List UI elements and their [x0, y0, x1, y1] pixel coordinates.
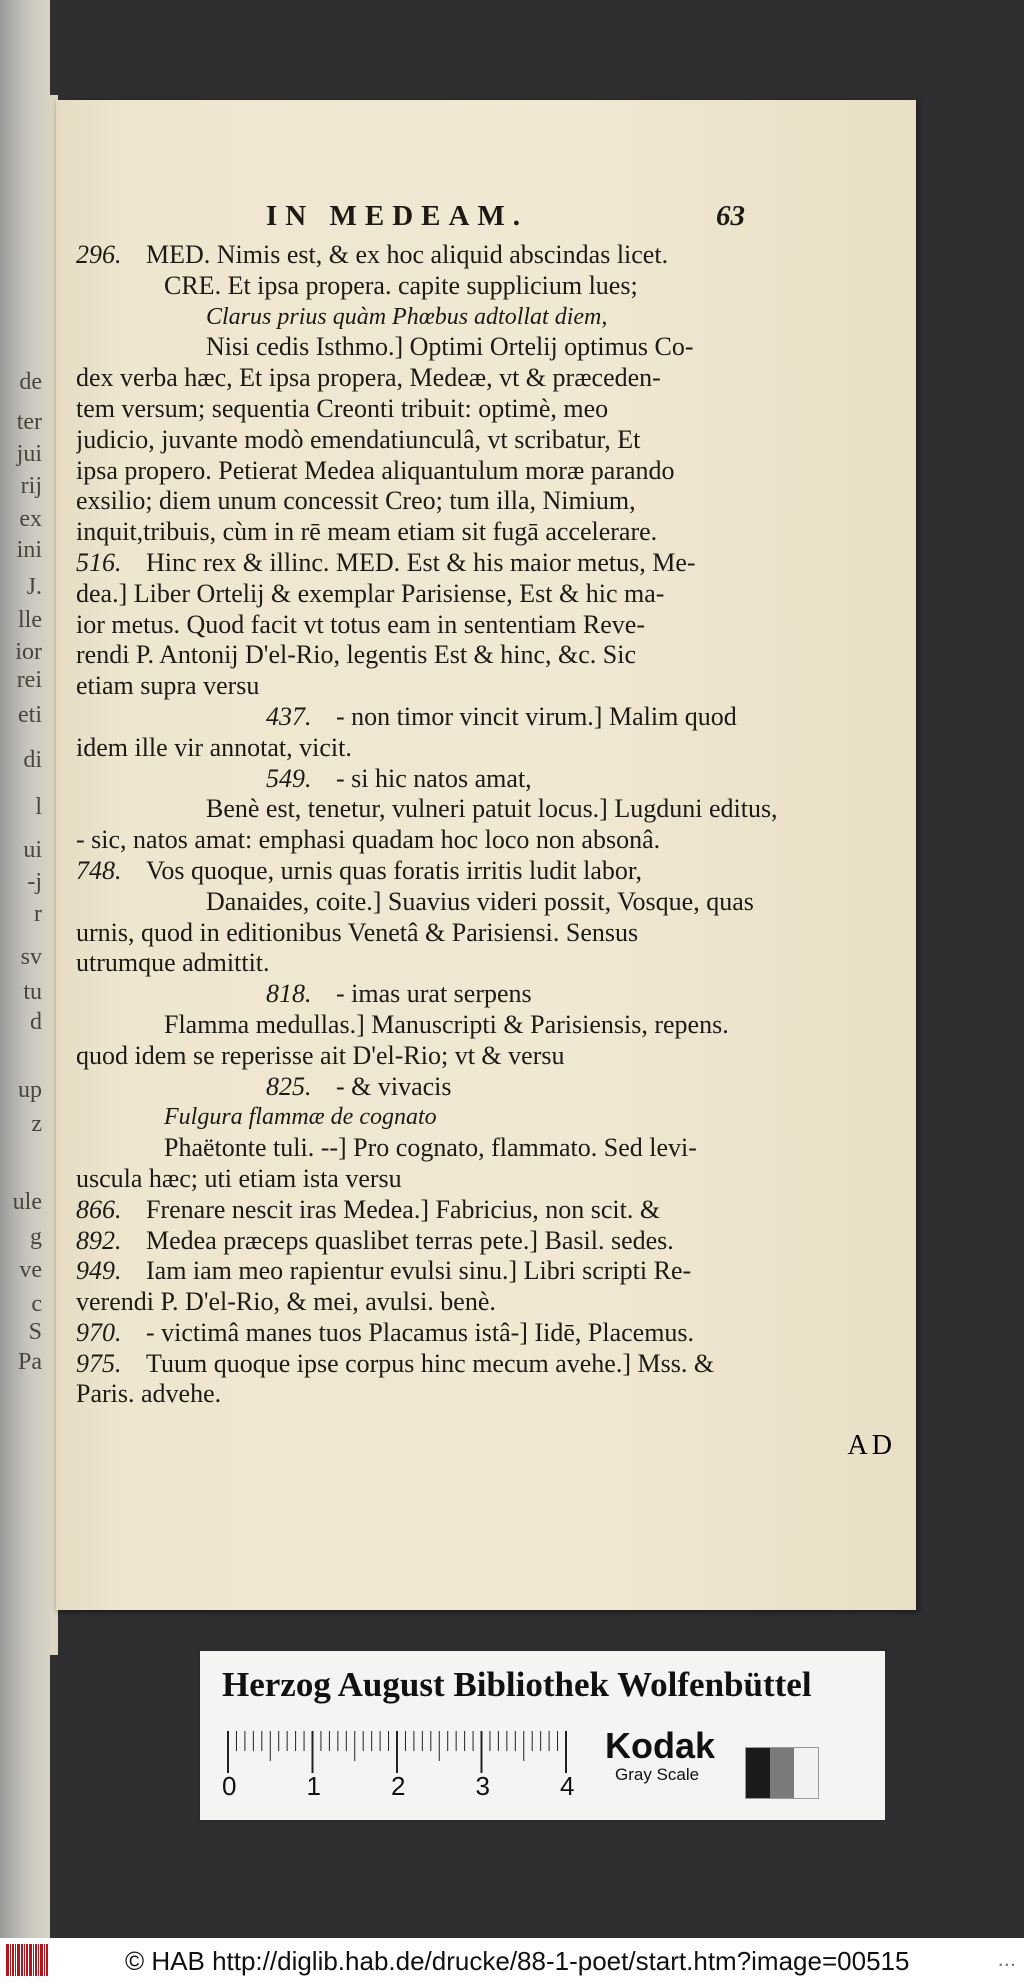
line-text: Iam iam meo rapientur evulsi sinu.] Libri scripti Re- — [146, 1256, 692, 1286]
text-line — [76, 579, 796, 610]
text-line — [76, 702, 796, 733]
line-text: Hinc rex & illinc. MED. Est & his maior metus, Me- — [146, 547, 696, 577]
barcode-bar — [15, 1944, 16, 1976]
kodak-logo: Kodak — [605, 1725, 716, 1766]
previous-page-fragment: up — [18, 1077, 42, 1103]
ruler — [222, 1729, 575, 1801]
text-line — [76, 671, 796, 702]
text-line — [76, 271, 796, 302]
gray-patch — [746, 1748, 770, 1798]
line-text: - & vivacis — [336, 1071, 452, 1101]
running-header — [76, 200, 796, 240]
line-text: verendi P. D'el-Rio, & mei, avulsi. benè. — [76, 1287, 496, 1317]
color-calibration-card — [200, 1651, 885, 1820]
verse-number: 296. — [76, 240, 122, 269]
line-text: exsilio; diem unum concessit Creo; tum illa, Nimium, — [76, 486, 636, 516]
text-line — [76, 825, 796, 856]
barcode-bar — [21, 1944, 23, 1976]
verse-number: 892. — [76, 1225, 122, 1255]
verse-number: 949. — [76, 1256, 122, 1286]
previous-page-fragment: lle — [18, 607, 42, 633]
line-text: - non timor vincit virum.] Malim quod — [336, 701, 737, 731]
line-text: uscula hæc; uti etiam ista versu — [76, 1163, 402, 1193]
verse-number: 549. — [266, 763, 312, 793]
text-line — [76, 610, 796, 641]
text-line — [76, 1226, 796, 1257]
verse-number: 818. — [266, 979, 312, 1009]
line-text: ipsa propero. Petierat Medea aliquantulum moræ parando — [76, 455, 675, 485]
ruler-label: 1 — [306, 1771, 321, 1801]
previous-page-fragment: jui — [16, 441, 42, 467]
line-text: MED. Nimis est, & ex hoc aliquid abscindas licet. — [146, 240, 669, 269]
previous-page-fragment: ter — [16, 409, 42, 435]
line-text: tem versum; sequentia Creonti tribuit: optimè, meo — [76, 393, 609, 423]
previous-page-fragment: r — [34, 901, 42, 927]
line-text: utrumque admittit. — [76, 948, 270, 978]
text-line — [76, 887, 796, 918]
running-title: IN MEDEAM. — [266, 200, 529, 232]
barcode-bar — [35, 1944, 37, 1976]
text-line — [76, 425, 796, 456]
text-line — [76, 948, 796, 979]
text-line — [76, 1195, 796, 1226]
previous-page-fragment: de — [19, 369, 42, 395]
line-text: ior metus. Quod facit vt totus eam in sententiam Reve- — [76, 609, 645, 639]
line-text: Medea præceps quaslibet terras pete.] Basil. sedes. — [146, 1225, 674, 1255]
gray-patch — [794, 1748, 818, 1798]
text-line — [76, 856, 796, 887]
barcode-bar — [44, 1944, 45, 1976]
barcode-bar — [24, 1944, 25, 1976]
text-line — [76, 1072, 796, 1103]
verse-number: 970. — [76, 1317, 122, 1347]
line-text: Tuum quoque ipse corpus hinc mecum avehe.] Mss. & — [146, 1348, 715, 1378]
text-line — [76, 918, 796, 949]
text-line — [76, 1349, 796, 1380]
line-text: Benè est, tenetur, vulneri patuit locus.] Lugduni editus, — [206, 794, 778, 824]
text-line — [76, 240, 796, 271]
barcode-bar — [17, 1944, 20, 1976]
verse-number: 975. — [76, 1348, 122, 1378]
previous-page-fragment: di — [23, 747, 42, 773]
previous-page-fragment: ule — [12, 1189, 42, 1215]
barcode-bar — [38, 1944, 39, 1976]
previous-page-fragment: c — [31, 1291, 42, 1317]
book-page — [56, 100, 916, 1610]
ruler-label: 4 — [560, 1771, 575, 1801]
verse-number: 825. — [266, 1071, 312, 1101]
text-line — [76, 1010, 796, 1041]
verse-number: 866. — [76, 1194, 122, 1224]
line-text: inquit,tribuis, cùm in rē meam etiam sit fugā accelerare. — [76, 517, 658, 547]
line-text: quod idem se reperisse ait D'el-Rio; vt & versu — [76, 1040, 565, 1070]
previous-page-fragment: S — [28, 1319, 42, 1345]
line-text: - sic, natos amat: emphasi quadam hoc loco non absonâ. — [76, 825, 661, 855]
verse-number: 437. — [266, 701, 312, 731]
line-text: idem ille vir annotat, vicit. — [76, 732, 352, 762]
footer-bar — [0, 1938, 1024, 1983]
gray-patch — [770, 1748, 794, 1798]
catchword: AD — [847, 1430, 896, 1461]
line-text: - si hic natos amat, — [336, 763, 532, 793]
previous-page-fragment: J. — [26, 574, 42, 600]
text-line — [76, 1318, 796, 1349]
barcode-bar — [40, 1944, 43, 1976]
page-number: 63 — [716, 200, 745, 232]
hab-logo-icon — [6, 1944, 52, 1976]
text-line — [76, 363, 796, 394]
text-line — [76, 1379, 796, 1410]
gray-scale-label: Gray Scale — [615, 1765, 700, 1784]
line-text: dea.] Liber Ortelij & exemplar Parisiense, Est & hic ma- — [76, 578, 665, 608]
gray-patches — [745, 1747, 819, 1799]
text-lines — [76, 240, 796, 1410]
text-line — [76, 1287, 796, 1318]
line-text: Vos quoque, urnis quas foratis irritis ludit labor, — [146, 855, 643, 885]
previous-page-fragment: tu — [23, 979, 42, 1005]
more-icon[interactable]: ... — [997, 1946, 1016, 1971]
barcode-bar — [12, 1944, 14, 1976]
verse-number: 516. — [76, 547, 122, 577]
library-name: Herzog August Bibliothek Wolfenbüttel — [222, 1665, 812, 1704]
previous-page-fragment: z — [31, 1111, 42, 1137]
text-line — [76, 794, 796, 825]
ruler-label: 0 — [222, 1771, 237, 1801]
ruler-label: 2 — [391, 1771, 406, 1801]
text-line — [76, 979, 796, 1010]
barcode-bar — [33, 1944, 34, 1976]
previous-page-fragment: Pa — [18, 1349, 42, 1375]
previous-page-fragment: rij — [20, 473, 42, 499]
text-line — [76, 1133, 796, 1164]
text-line — [76, 1041, 796, 1072]
line-text: dex verba hæc, Et ipsa propera, Medeæ, vt & præceden- — [76, 363, 661, 393]
text-line — [76, 302, 796, 333]
ruler-label: 3 — [475, 1771, 490, 1801]
text-line — [76, 548, 796, 579]
barcode-bar — [26, 1944, 28, 1976]
previous-page-fragment: ini — [16, 537, 42, 563]
previous-page-fragment: g — [30, 1224, 42, 1250]
line-text: urnis, quod in editionibus Venetâ & Parisiensi. Sensus — [76, 917, 639, 947]
verse-number: 748. — [76, 855, 122, 885]
previous-page-fragment: eti — [18, 702, 42, 728]
line-text: Fulgura flammæ de cognato — [164, 1104, 437, 1131]
previous-page-fragment: d — [30, 1009, 42, 1035]
text-line — [76, 1164, 796, 1195]
previous-page-fragment: ui — [23, 837, 42, 863]
page-text-block — [76, 200, 796, 1410]
line-text: CRE. Et ipsa propera. capite supplicium lues; — [164, 270, 638, 300]
previous-page-fragment: rei — [16, 667, 42, 693]
line-text: Paris. advehe. — [76, 1379, 222, 1409]
text-line — [76, 517, 796, 548]
line-text: judicio, juvante modò emendatiunculâ, vt scribatur, Et — [76, 424, 641, 454]
line-text: Nisi cedis Isthmo.] Optimi Ortelij optimus Co- — [206, 332, 694, 362]
text-line — [76, 764, 796, 795]
text-line — [76, 1256, 796, 1287]
text-line — [76, 640, 796, 671]
line-text: Danaides, coite.] Suavius videri possit, Vosque, quas — [206, 886, 754, 916]
text-line — [76, 733, 796, 764]
barcode-bar — [6, 1944, 9, 1976]
text-line — [76, 1102, 796, 1133]
text-line — [76, 486, 796, 517]
previous-page-fragment: ve — [19, 1257, 42, 1283]
barcode-bar — [29, 1944, 32, 1976]
line-text: Phaëtonte tuli. --] Pro cognato, flammato. Sed levi- — [164, 1133, 697, 1163]
line-text: Clarus prius quàm Phœbus adtollat diem, — [206, 303, 608, 330]
line-text: Frenare nescit iras Medea.] Fabricius, non scit. & — [146, 1194, 661, 1224]
previous-page-fragment: sv — [20, 944, 42, 970]
footer-copyright-link[interactable]: © HAB http://diglib.hab.de/drucke/88-1-poet/start.htm?image=00515 — [125, 1946, 910, 1976]
previous-page-fragment: l — [35, 794, 42, 820]
text-line — [76, 456, 796, 487]
barcode-bar — [10, 1944, 11, 1976]
line-text: Flamma medullas.] Manuscripti & Parisiensis, repens. — [164, 1009, 729, 1039]
text-line — [76, 332, 796, 363]
line-text: - victimâ manes tuos Placamus istâ-] Iidē, Placemus. — [146, 1317, 695, 1347]
previous-page-edge — [0, 0, 50, 1938]
ruler-ticks — [222, 1729, 572, 1773]
previous-page-fragment: ior — [15, 639, 42, 665]
line-text: etiam supra versu — [76, 671, 260, 701]
text-line — [76, 394, 796, 425]
previous-page-fragment: ex — [19, 506, 42, 532]
previous-page-fragment: -j — [27, 869, 42, 895]
line-text: - imas urat serpens — [336, 979, 532, 1009]
line-text: rendi P. Antonij D'el-Rio, legentis Est & hinc, &c. Sic — [76, 640, 637, 670]
barcode-bar — [46, 1944, 48, 1976]
